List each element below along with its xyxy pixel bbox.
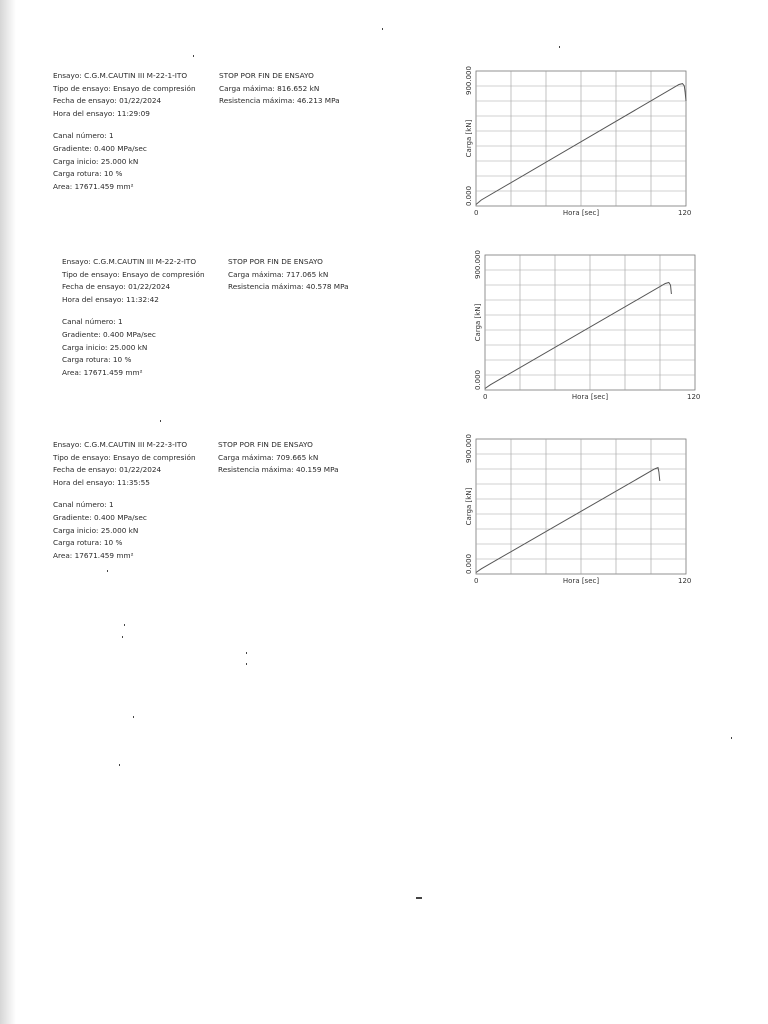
area-label: Area: 17671.459 mm² <box>53 550 134 560</box>
canal-label: Canal número: 1 <box>53 500 114 510</box>
scan-speck <box>382 28 383 30</box>
scan-speck <box>731 737 732 739</box>
load-time-chart-3 <box>458 434 698 589</box>
gradiente-label: Gradiente: 0.400 MPa/sec <box>53 512 147 522</box>
x-tick-label: 120 <box>678 209 692 217</box>
chart-svg <box>458 434 698 589</box>
x-tick-label: 120 <box>687 393 701 401</box>
y-axis-label: Carga [kN] <box>465 119 473 158</box>
tipo-label: Tipo de ensayo: Ensayo de compresión <box>53 452 196 462</box>
scan-speck <box>122 636 123 638</box>
x-axis-label: Hora [sec] <box>562 209 600 217</box>
hora-label: Hora del ensayo: 11:32:42 <box>62 294 159 304</box>
stop-label: STOP POR FIN DE ENSAYO <box>218 440 313 449</box>
test-results-1 <box>219 70 340 108</box>
tipo-label: Tipo de ensayo: Ensayo de compresión <box>53 83 196 93</box>
scan-shadow-edge <box>0 0 16 1024</box>
ensayo-label: Ensayo: C.G.M.CAUTIN III M-22-1-ITO <box>53 71 188 80</box>
x-axis-label: Hora [sec] <box>571 393 609 401</box>
scan-speck <box>416 897 422 899</box>
load-time-chart-2 <box>467 250 707 405</box>
carga-maxima-label: Carga máxima: 816.652 kN <box>219 83 320 93</box>
canal-label: Canal número: 1 <box>62 317 123 327</box>
scan-speck <box>160 420 161 422</box>
carga-inicio-label: Carga inicio: 25.000 kN <box>53 525 139 535</box>
gradiente-label: Gradiente: 0.400 MPa/sec <box>62 329 156 339</box>
scan-speck <box>133 716 134 718</box>
chart-svg <box>467 250 707 405</box>
scan-speck <box>193 55 194 57</box>
hora-label: Hora del ensayo: 11:35:55 <box>53 477 150 487</box>
test-results-2 <box>228 256 349 294</box>
scan-speck <box>119 764 120 766</box>
y-tick-label: 0.000 <box>474 369 482 390</box>
carga-inicio-label: Carga inicio: 25.000 kN <box>62 342 148 352</box>
stop-label: STOP POR FIN DE ENSAYO <box>219 71 314 80</box>
canal-label: Canal número: 1 <box>53 131 114 141</box>
test-info-1 <box>53 70 196 193</box>
x-tick-label: 0 <box>474 577 479 585</box>
resistencia-label: Resistencia máxima: 40.578 MPa <box>228 282 349 292</box>
stop-label: STOP POR FIN DE ENSAYO <box>228 257 323 266</box>
x-tick-label: 0 <box>483 393 488 401</box>
fecha-label: Fecha de ensayo: 01/22/2024 <box>53 465 162 475</box>
fecha-label: Fecha de ensayo: 01/22/2024 <box>62 282 171 292</box>
y-axis-label: Carga [kN] <box>474 303 482 342</box>
test-info-3 <box>53 439 196 562</box>
area-label: Area: 17671.459 mm² <box>53 181 134 191</box>
load-time-chart-1 <box>458 66 698 221</box>
scan-speck <box>107 570 108 572</box>
scan-speck <box>559 46 560 48</box>
gradiente-label: Gradiente: 0.400 MPa/sec <box>53 143 147 153</box>
x-tick-label: 120 <box>678 577 692 585</box>
y-tick-label: 900.000 <box>465 66 473 95</box>
chart-svg <box>458 66 698 221</box>
carga-rotura-label: Carga rotura: 10 % <box>62 355 132 365</box>
x-axis-label: Hora [sec] <box>562 577 600 585</box>
load-curve <box>485 283 671 389</box>
carga-inicio-label: Carga inicio: 25.000 kN <box>53 156 139 166</box>
load-curve <box>476 468 660 573</box>
fecha-label: Fecha de ensayo: 01/22/2024 <box>53 96 162 106</box>
scan-speck <box>246 663 247 665</box>
y-tick-label: 0.000 <box>465 553 473 574</box>
ensayo-label: Ensayo: C.G.M.CAUTIN III M-22-2-ITO <box>62 257 197 266</box>
carga-rotura-label: Carga rotura: 10 % <box>53 169 123 179</box>
scan-speck <box>246 652 247 654</box>
y-tick-label: 900.000 <box>474 250 482 279</box>
resistencia-label: Resistencia máxima: 40.159 MPa <box>218 465 339 475</box>
y-tick-label: 0.000 <box>465 185 473 206</box>
area-label: Area: 17671.459 mm² <box>62 367 143 377</box>
tipo-label: Tipo de ensayo: Ensayo de compresión <box>62 269 205 279</box>
y-tick-label: 900.000 <box>465 434 473 463</box>
carga-maxima-label: Carga máxima: 717.065 kN <box>228 269 329 279</box>
resistencia-label: Resistencia máxima: 46.213 MPa <box>219 96 340 106</box>
carga-rotura-label: Carga rotura: 10 % <box>53 538 123 548</box>
scan-speck <box>124 624 125 626</box>
y-axis-label: Carga [kN] <box>465 487 473 526</box>
x-tick-label: 0 <box>474 209 479 217</box>
test-info-2 <box>62 256 205 379</box>
test-results-3 <box>218 439 339 477</box>
ensayo-label: Ensayo: C.G.M.CAUTIN III M-22-3-ITO <box>53 440 188 449</box>
hora-label: Hora del ensayo: 11:29:09 <box>53 108 150 118</box>
carga-maxima-label: Carga máxima: 709.665 kN <box>218 452 319 462</box>
